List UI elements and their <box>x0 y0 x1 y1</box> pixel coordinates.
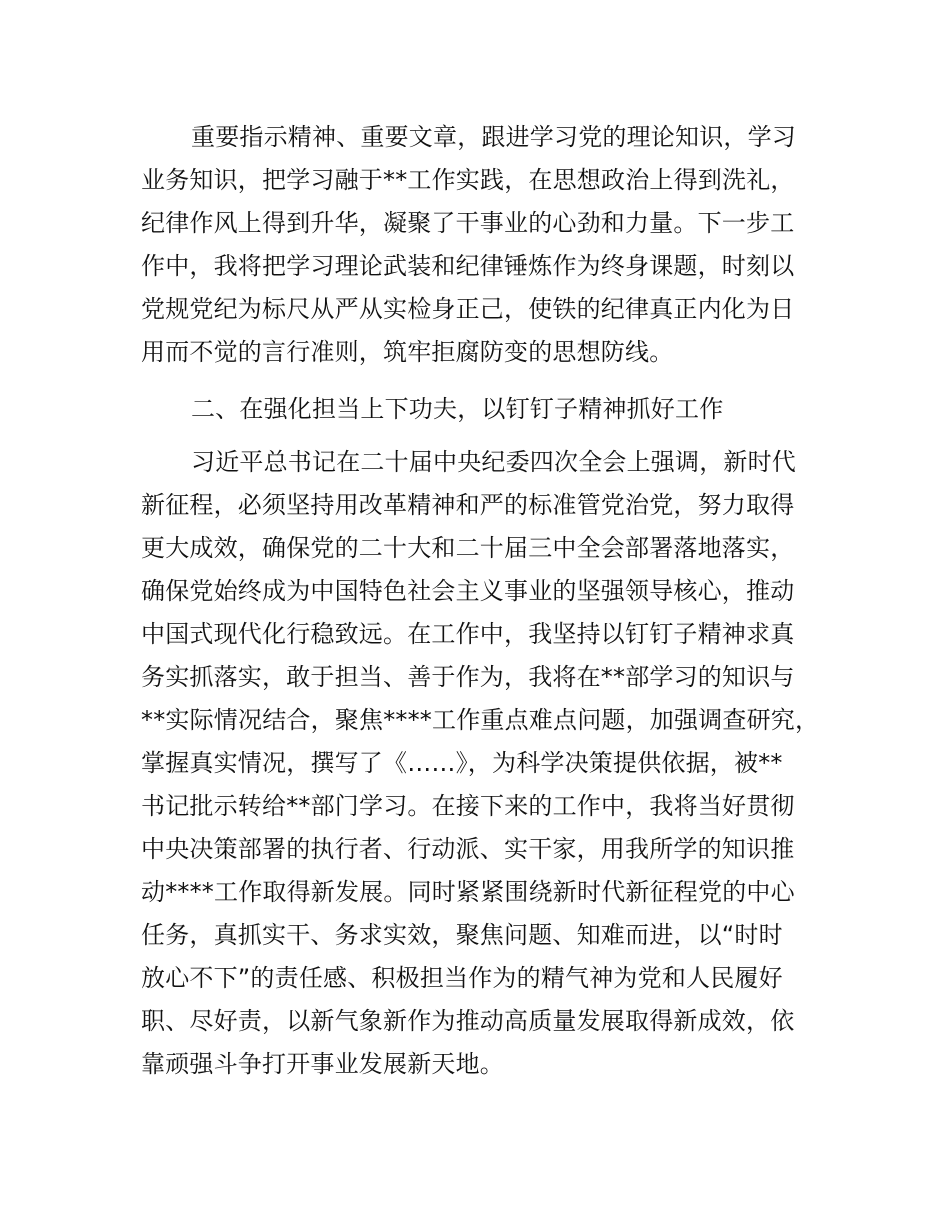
paragraph-2-line-11: 动****工作取得新发展。同时紧紧围绕新时代新征程党的中心 <box>141 878 795 906</box>
paragraph-2-line-10: 中央决策部署的执行者、行动派、实干家，用我所学的知识推 <box>141 835 795 863</box>
paragraph-2-line-4: 确保党始终成为中国特色社会主义事业的坚强领导核心，推动 <box>141 577 795 605</box>
paragraph-2-line-2: 新征程，必须坚持用改革精神和严的标准管党治党，努力取得 <box>141 491 795 519</box>
paragraph-1-line-6: 用而不觉的言行准则，筑牢拒腐防变的思想防线。 <box>141 338 674 366</box>
paragraph-1-line-3: 纪律作风上得到升华，凝聚了干事业的心劲和力量。下一步工 <box>141 209 795 237</box>
paragraph-2-line-9: 书记批示转给**部门学习。在接下来的工作中，我将当好贯彻 <box>141 792 795 820</box>
paragraph-2-line-6: 务实抓落实，敢于担当、善于作为，我将在**部学习的知识与 <box>141 663 795 691</box>
paragraph-2-line-1: 习近平总书记在二十届中央纪委四次全会上强调，新时代 <box>191 448 796 476</box>
paragraph-2-line-7: **实际情况结合，聚焦****工作重点难点问题，加强调查研究， <box>141 706 820 734</box>
paragraph-1-line-2: 业务知识，把学习融于**工作实践，在思想政治上得到洗礼， <box>141 166 795 194</box>
paragraph-2-line-15: 靠顽强斗争打开事业发展新天地。 <box>141 1050 504 1078</box>
section-heading-2: 二、在强化担当上下功夫，以钉钉子精神抓好工作 <box>191 395 724 423</box>
paragraph-2-line-3: 更大成效，确保党的二十大和二十届三中全会部署落地落实， <box>141 534 795 562</box>
paragraph-1-line-5: 党规党纪为标尺从严从实检身正己，使铁的纪律真正内化为日 <box>141 295 795 323</box>
paragraph-2-line-12: 任务，真抓实干、务求实效，聚焦问题、知难而进，以“时时 <box>141 921 783 949</box>
paragraph-2-line-14: 职、尽好责，以新气象新作为推动高质量发展取得新成效，依 <box>141 1007 795 1035</box>
paragraph-2-line-8: 掌握真实情况，撰写了《……》，为科学决策提供依据，被** <box>141 749 783 777</box>
paragraph-1-line-1: 重要指示精神、重要文章，跟进学习党的理论知识，学习 <box>191 123 796 151</box>
paragraph-2-line-13: 放心不下”的责任感、积极担当作为的精气神为党和人民履好 <box>141 964 783 992</box>
paragraph-2-line-5: 中国式现代化行稳致远。在工作中，我坚持以钉钉子精神求真 <box>141 620 795 648</box>
paragraph-1-line-4: 作中，我将把学习理论武装和纪律锤炼作为终身课题，时刻以 <box>141 252 795 280</box>
